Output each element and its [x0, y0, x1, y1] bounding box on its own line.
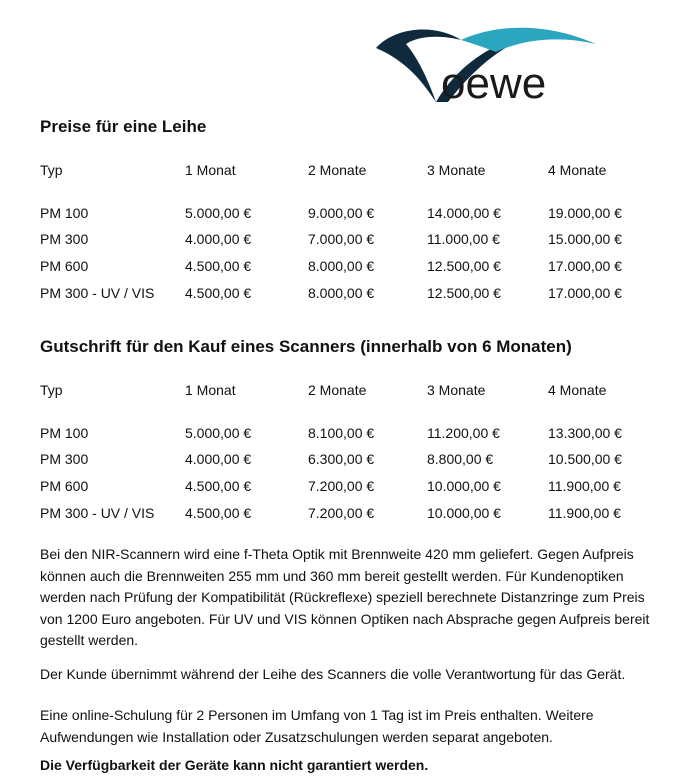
table-cell: PM 300	[40, 231, 89, 247]
table-cell: 5.000,00 €	[185, 425, 252, 441]
table-cell: 10.500,00 €	[548, 451, 622, 467]
table-row	[40, 205, 660, 223]
logo-wordmark: oewe	[441, 59, 547, 108]
header-cell: 3 Monate	[427, 382, 486, 398]
header-cell: 4 Monate	[548, 162, 607, 178]
optics-paragraph: Bei den NIR-Scannern wird eine f-Theta Optik mit Brennweite 420 mm geliefert. Gegen Aufpreis können auch die Brennweiten 255 mm und 360 mm bereit gestellt werden. Für Kundenoptiken werden nach Prüfung der Kompatibilität (Rückreflexe) speziell berechnete Distanzringe zum Preis von 1200 Euro angeboten. Für UV und VIS können Optiken nach Absprache gegen Aufpreis bereit gestellt werden.	[40, 546, 650, 648]
table-cell: 10.000,00 €	[427, 478, 501, 494]
table-cell: 4.500,00 €	[185, 478, 252, 494]
table-cell: 4.000,00 €	[185, 451, 252, 467]
table-row	[40, 505, 660, 523]
table-cell: 13.300,00 €	[548, 425, 622, 441]
table-cell: PM 100	[40, 425, 89, 441]
table-cell: PM 300 - UV / VIS	[40, 505, 155, 521]
table-cell: 17.000,00 €	[548, 285, 622, 301]
table-row	[40, 285, 660, 303]
table-cell: 17.000,00 €	[548, 258, 622, 274]
table-row	[40, 451, 660, 469]
table-cell: 4.500,00 €	[185, 285, 252, 301]
header-cell: 1 Monat	[185, 382, 236, 398]
section1-header-row	[40, 162, 660, 180]
table-cell: 15.000,00 €	[548, 231, 622, 247]
table-row	[40, 258, 660, 276]
table-cell: 4.000,00 €	[185, 231, 252, 247]
table-cell: 5.000,00 €	[185, 205, 252, 221]
header-cell: 3 Monate	[427, 162, 486, 178]
table-cell: PM 600	[40, 478, 89, 494]
table-cell: 14.000,00 €	[427, 205, 501, 221]
table-cell: 6.300,00 €	[308, 451, 375, 467]
table-cell: 11.000,00 €	[427, 231, 500, 247]
table-cell: 7.200,00 €	[308, 478, 375, 494]
header-cell: 4 Monate	[548, 382, 607, 398]
table-row	[40, 425, 660, 443]
table-cell: PM 100	[40, 205, 89, 221]
table-cell: 7.200,00 €	[308, 505, 375, 521]
header-cell: 2 Monate	[308, 162, 367, 178]
table-cell: 4.500,00 €	[185, 505, 252, 521]
table-cell: 12.500,00 €	[427, 285, 501, 301]
header-cell: Typ	[40, 162, 63, 178]
table-cell: PM 600	[40, 258, 89, 274]
section1-title: Preise für eine Leihe	[40, 117, 207, 136]
table-cell: 7.000,00 €	[308, 231, 375, 247]
table-cell: 8.000,00 €	[308, 258, 375, 274]
table-cell: 11.900,00 €	[548, 505, 621, 521]
table-cell: 8.000,00 €	[308, 285, 375, 301]
availability-notice: Die Verfügbarkeit der Geräte kann nicht garantiert werden.	[40, 757, 429, 773]
section2-title: Gutschrift für den Kauf eines Scanners (innerhalb von 6 Monaten)	[40, 337, 572, 356]
table-cell: 8.100,00 €	[308, 425, 375, 441]
table-cell: 12.500,00 €	[427, 258, 501, 274]
header-cell: Typ	[40, 382, 63, 398]
table-cell: 11.900,00 €	[548, 478, 621, 494]
table-cell: 4.500,00 €	[185, 258, 252, 274]
responsibility-paragraph: Der Kunde übernimmt während der Leihe des Scanners die volle Verantwortung für das Gerät.	[40, 666, 626, 682]
table-cell: 11.200,00 €	[427, 425, 500, 441]
training-paragraph: Eine online-Schulung für 2 Personen im Umfang von 1 Tag ist im Preis enthalten. Weitere Aufwendungen wie Installation oder Zusatzschulungen werden separat angeboten.	[40, 707, 594, 745]
table-cell: PM 300 - UV / VIS	[40, 285, 155, 301]
table-cell: 8.800,00 €	[427, 451, 494, 467]
table-cell: PM 300	[40, 451, 89, 467]
voewe-logo	[366, 18, 606, 118]
section2-header-row	[40, 382, 660, 400]
table-cell: 9.000,00 €	[308, 205, 375, 221]
header-cell: 2 Monate	[308, 382, 367, 398]
table-row	[40, 231, 660, 249]
table-row	[40, 478, 660, 496]
table-cell: 10.000,00 €	[427, 505, 501, 521]
table-cell: 19.000,00 €	[548, 205, 622, 221]
header-cell: 1 Monat	[185, 162, 236, 178]
